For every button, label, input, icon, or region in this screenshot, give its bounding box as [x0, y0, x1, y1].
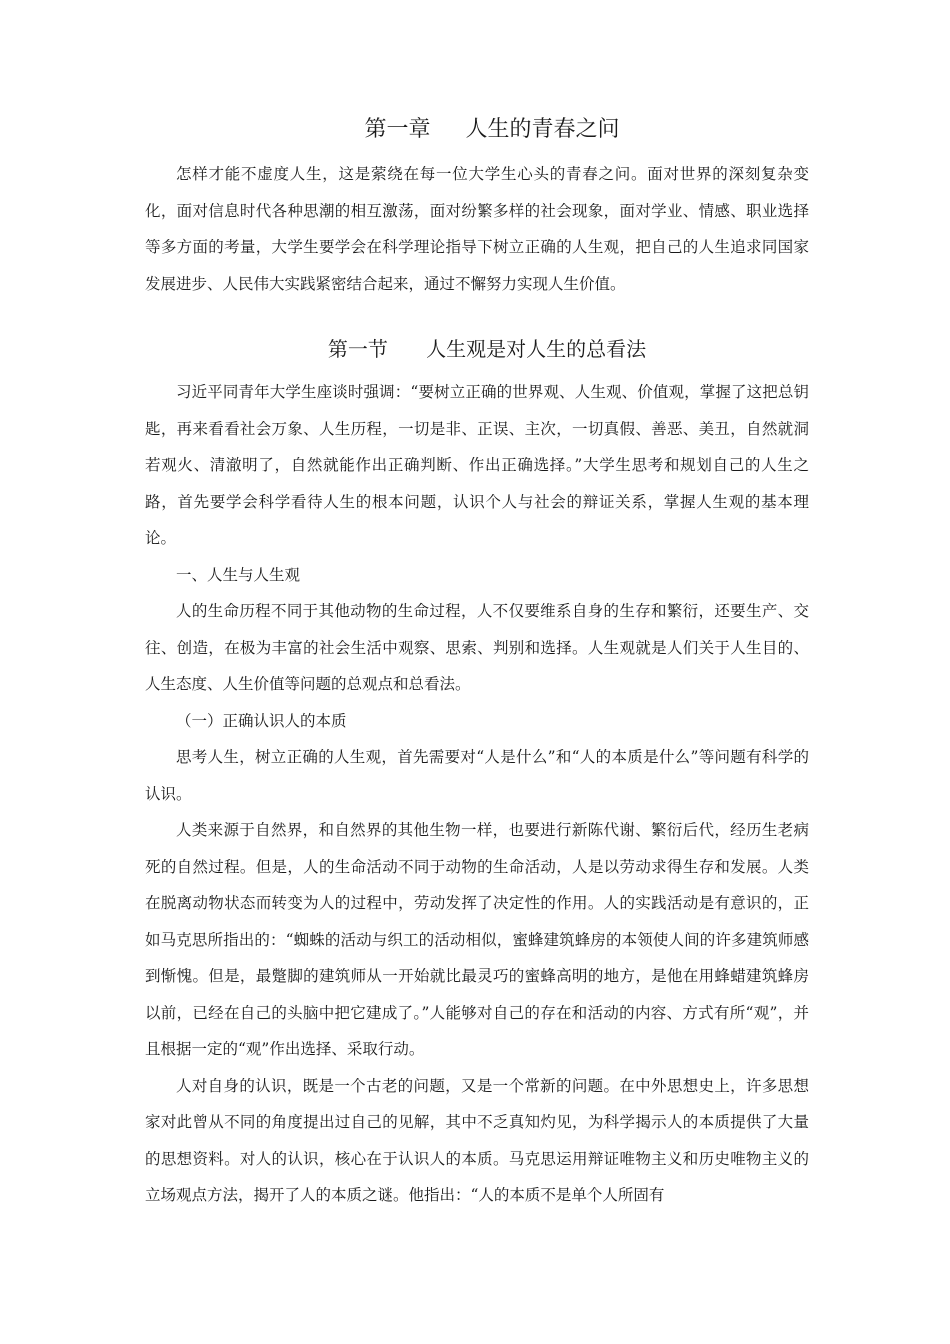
- section-title: 第一节 人生观是对人生的总看法: [327, 337, 647, 361]
- chapter-title: 第一章 人生的青春之问: [364, 117, 620, 142]
- body-paragraph-3: 人对自身的认识，既是一个古老的问题，又是一个常新的问题。在中外思想史上，许多思想家对此曾从不同的角度提出过自己的见解，其中不乏真知灼见，为科学揭示人的本质提供了大量的思想资料。对人的认识，核心在于认识人的本质。马克思运用辩证唯物主义和历史唯物主义的立场观点方法，揭开了人的本质之谜。他指出：“人的本质不是单个人所固有: [145, 1076, 809, 1204]
- section-intro-paragraph: 习近平同青年大学生座谈时强调：“要树立正确的世界观、人生观、价值观，掌握了这把总钥匙，再来看看社会万象、人生历程，一切是非、正误、主次，一切真假、善恶、美丑，自然就洞若观火、清澈明了，自然就能作出正确判断、作出正确选择。”大学生思考和规划自己的人生之路，首先要学会科学看待人生的根本问题，认识个人与社会的辩证关系，掌握人生观的基本理论。: [145, 383, 809, 547]
- subsubsection-heading: （一）正确认识人的本质: [176, 711, 347, 730]
- subsection-heading: 一、人生与人生观: [176, 565, 301, 584]
- body-paragraph-2: 人类来源于自然界，和自然界的其他生物一样，也要进行新陈代谢、繁衍后代，经历生老病死的自然过程。但是，人的生命活动不同于动物的生命活动，人是以劳动求得生存和发展。人类在脱离动物状态而转变为人的过程中，劳动发挥了决定性的作用。人的实践活动是有意识的，正如马克思所指出的：“蜘蛛的活动与织工的活动相似，蜜蜂建筑蜂房的本领使人间的许多建筑师感到惭愧。但是，最蹩脚的建筑师从一开始就比最灵巧的蜜蜂高明的地方，是他在用蜂蜡建筑蜂房以前，已经在自己的头脑中把它建成了。”人能够对自己的存在和活动的内容、方式有所“观”，并且根据一定的“观”作出选择、采取行动。: [145, 821, 809, 1058]
- subsection-paragraph: 人的生命历程不同于其他动物的生命过程，人不仅要维系自身的生存和繁衍，还要生产、交往、创造，在极为丰富的社会生活中观察、思索、判别和选择。人生观就是人们关于人生目的、人生态度、人生价值等问题的总观点和总看法。: [145, 602, 809, 693]
- chapter-intro-paragraph: 怎样才能不虚度人生，这是萦绕在每一位大学生心头的青春之问。面对世界的深刻复杂变化，面对信息时代各种思潮的相互激荡，面对纷繁多样的社会现象，面对学业、情感、职业选择等多方面的考量，大学生要学会在科学理论指导下树立正确的人生观，把自己的人生追求同国家发展进步、人民伟大实践紧密结合起来，通过不懈努力实现人生价值。: [145, 165, 809, 293]
- body-paragraph-1: 思考人生，树立正确的人生观，首先需要对“人是什么”和“人的本质是什么”等问题有科学的认识。: [145, 748, 809, 803]
- document-page: [145, 112, 809, 1214]
